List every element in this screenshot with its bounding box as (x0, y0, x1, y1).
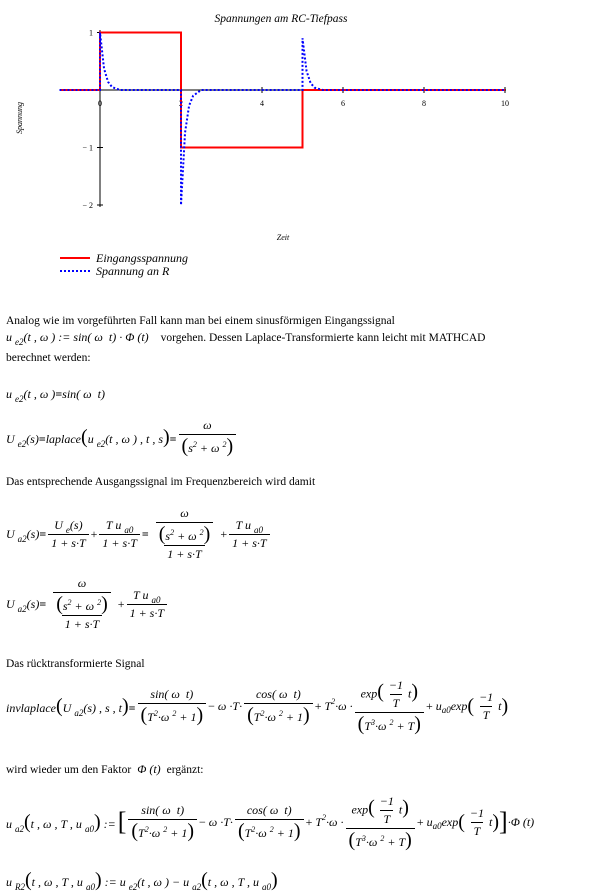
math-ua2-def: u $_{a2}$(t , ω , T , u $_{a0}$) := [ $\frac{\text{sin( ω t)}}{(T^2\cdot\omega ^2 + 1)}$ − ω ·T· $\frac{\text{cos( ω t)}}{(T^2\cdot\omega ^2 + 1)}$ + T 2 ·ω · exp( $\frac{-1}{T}$ t) ($T^3\cdot\omega$ $^2$ + T) + u a0 exp ( $\frac{-1}{T}$ t ) ] ·Φ (t) (6, 794, 535, 851)
x-tick-label: 0 (98, 99, 102, 108)
paragraph-output: Das entsprechende Ausgangssignal im Frequenzbereich wird damit (6, 476, 316, 488)
paragraph-intro-2 (6, 330, 485, 345)
x-tick-label: 2 (179, 99, 183, 108)
y-axis-label: Spannung (15, 102, 24, 134)
x-axis-label: Zeit (276, 233, 290, 242)
legend-label-r: Spannung an R (96, 264, 170, 278)
chart (0, 0, 589, 290)
x-tick-label: 8 (422, 99, 426, 108)
legend-label-eingang: Eingangsspannung (96, 251, 189, 265)
y-tick-label: 1 (89, 28, 93, 38)
paragraph-intro-3: berechnet werden: (6, 352, 91, 364)
x-tick-label: 4 (260, 99, 264, 108)
math-Ua2-2: U $_{a2}$(s)= $\frac{\frac{\omega}{(s^2 + \omega ^2)}}{1 + s\cdot T}$ + $\frac{T u _{a0}}{1 + s\cdot T}$ (6, 576, 169, 632)
math-Ue2-laplace: U $_{e2}$(s)=laplace(u $_{e2}$(t , ω ) , t , s)= $\frac{\omega}{(s^2 + \omega ^2)}$ (6, 418, 238, 456)
x-tick-label: 10 (501, 99, 509, 108)
series-group (60, 33, 506, 206)
paragraph-factor (6, 762, 204, 777)
y-tick-label: − 2 (82, 201, 93, 210)
paragraph-intro-1: Analog wie im vorgeführten Fall kann man bei einem sinusförmigen Eingangssignal (6, 315, 395, 327)
paragraph-intro-2-text: vorgehen. Dessen Laplace-Transformierte kann leicht mit MATHCAD (160, 331, 486, 344)
math-Ua2-1: U $_{a2}$(s)= $\frac{U _e(s)}{1 + s\cdot T}$ + $\frac{T u _{a0}}{1 + s\cdot T}$ = $\frac{\frac{\omega}{(s^2 + \omega ^2)}}{1 + s\cdot T}$ + $\frac{T u _{a0}}{1 + s\cdot T}$ (6, 506, 272, 562)
series-line-spannung-an-r (60, 33, 506, 206)
paragraph-factor-text-a: wird wieder um den Faktor (6, 763, 132, 776)
paragraph-inverse: Das rücktransformierte Signal (6, 658, 145, 670)
paragraph-factor-text-b: ergänzt: (166, 763, 204, 776)
x-tick-label: 6 (341, 99, 345, 108)
y-tick-label: − 1 (82, 143, 93, 153)
math-ue2-def: u $_{e2}$(t , ω ) := sin( ω t) · Φ (t) (6, 330, 149, 347)
chart-title: Spannungen am RC-Tiefpass (214, 13, 348, 25)
math-invlaplace: invlaplace(U $_{a2}$(s) , s , t)= $\frac{\text{sin( ω t)}}{(T^2\cdot\omega ^2 + 1)}$ − ω ·T· $\frac{\text{cos( ω t)}}{(T^2\cdot\omega ^2 + 1)}$ + T 2 ·ω · exp( $\frac{-1}{T}$ t) ($T^3\cdot\omega$ $^2$ + T) + u a0 exp ( $\frac{-1}{T}$ t ) (6, 678, 509, 735)
math-phi: Φ (t) (137, 762, 161, 776)
math-uR2-def: u $_{R2}$(t , ω , T , u $_{a0}$) := u $_{e2}$(t , ω ) − u $_{a2}$(t , ω , T , u $_{a0}$) (6, 869, 278, 892)
math-ue2: u $_{e2}$(t , ω )=sin( ω t) (6, 387, 105, 404)
